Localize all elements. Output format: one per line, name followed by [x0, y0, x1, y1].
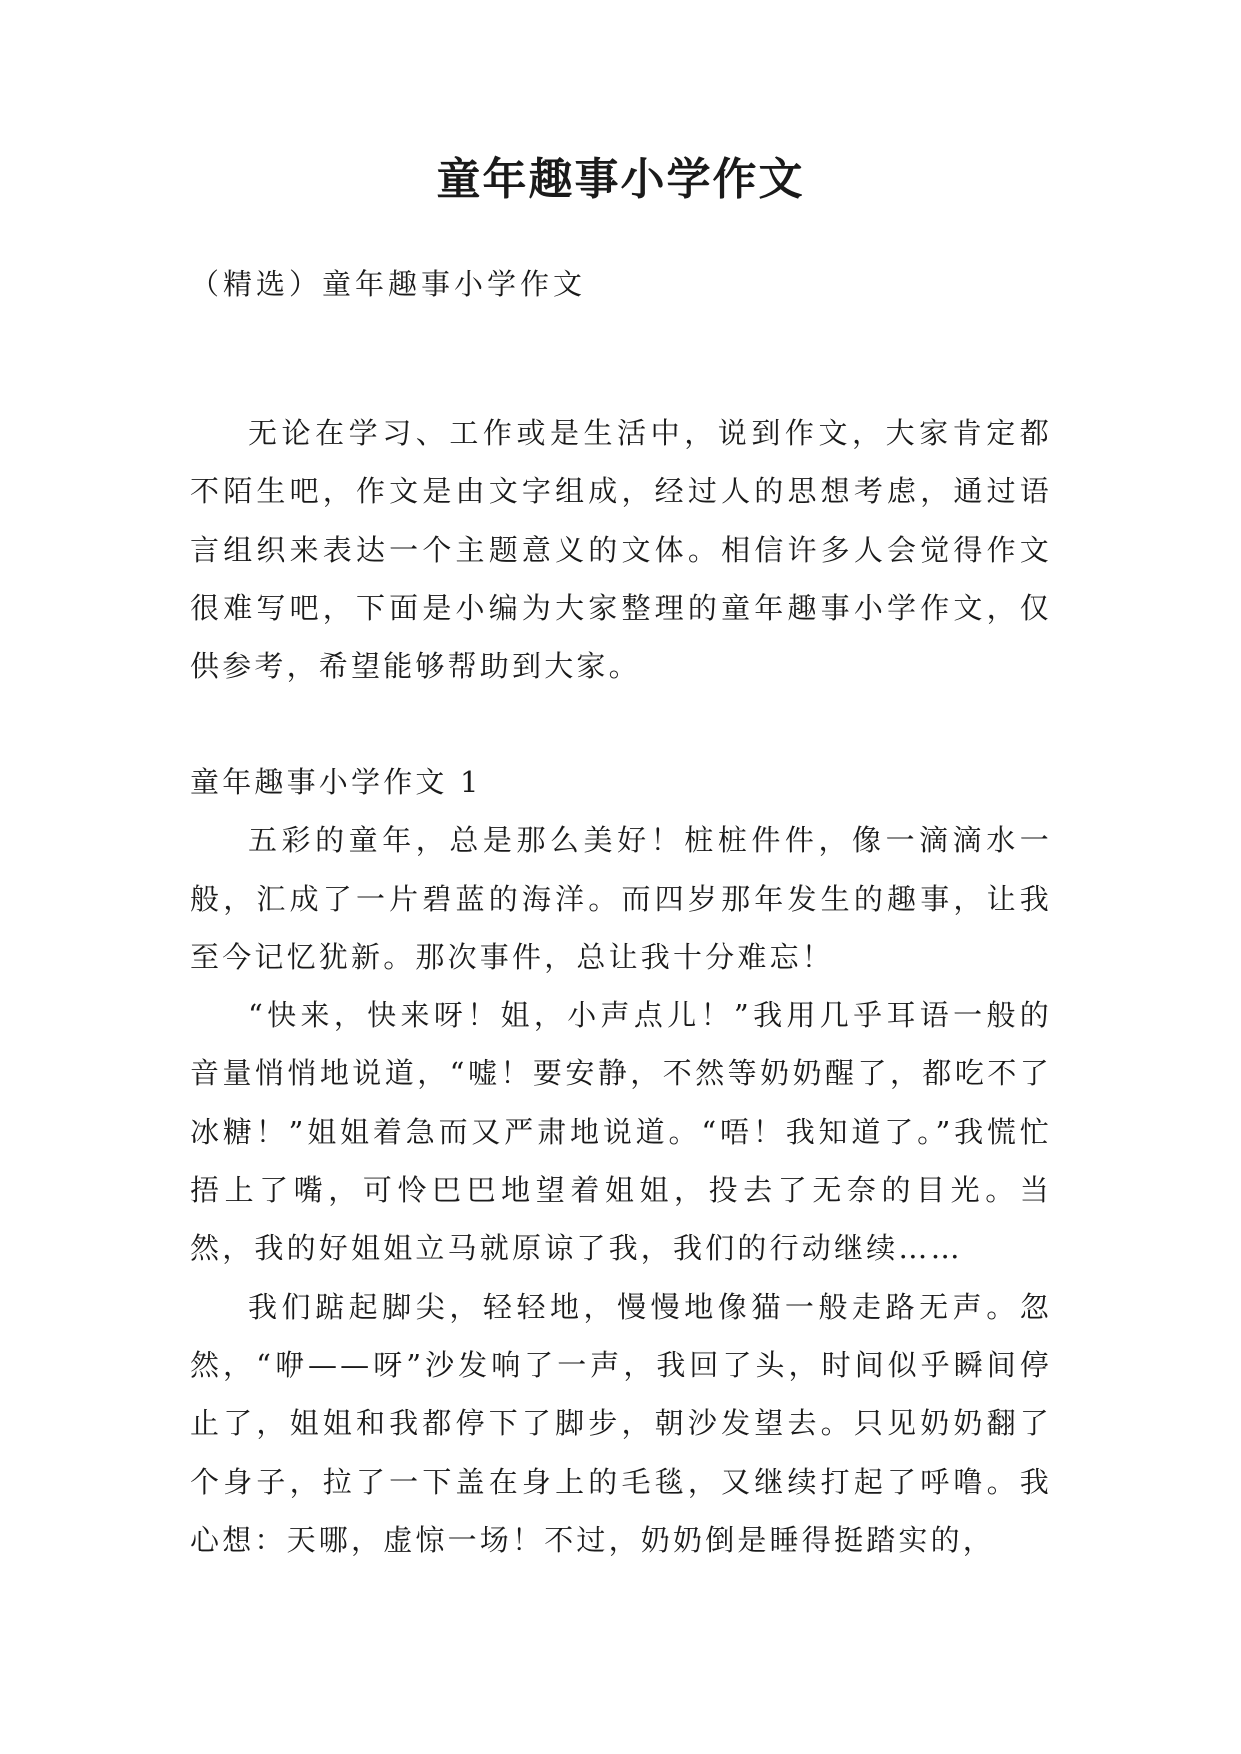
essay-section	[190, 753, 1052, 1569]
essay-paragraph-2: “快来，快来呀！姐，小声点儿！”我用几乎耳语一般的音量悄悄地说道，“嘘！要安静，不然等奶奶醒了，都吃不了冰糖！”姐姐着急而又严肃地说道。“唔！我知道了。”我慌忙捂上了嘴，可怜巴巴地望着姐姐，投去了无奈的目光。当然，我的好姐姐立马就原谅了我，我们的行动继续……	[190, 998, 1052, 1266]
essay-heading: 童年趣事小学作文 1	[190, 765, 482, 799]
document-subtitle: （精选）童年趣事小学作文	[190, 267, 587, 301]
essay-paragraph-1: 五彩的童年，总是那么美好！桩桩件件，像一滴滴水一般，汇成了一片碧蓝的海洋。而四岁那年发生的趣事，让我至今记忆犹新。那次事件，总让我十分难忘！	[190, 823, 1052, 974]
document-title: 童年趣事小学作文	[436, 154, 805, 205]
intro-paragraph: 无论在学习、工作或是生活中，说到作文，大家肯定都不陌生吧，作文是由文字组成，经过人的思想考虑，通过语言组织来表达一个主题意义的文体。相信许多人会觉得作文很难写吧，下面是小编为大家整理的童年趣事小学作文，仅供参考，希望能够帮助到大家。	[190, 416, 1052, 684]
essay-paragraph-3: 我们踮起脚尖，轻轻地，慢慢地像猫一般走路无声。忽然，“咿——呀”沙发响了一声，我回了头，时间似乎瞬间停止了，姐姐和我都停下了脚步，朝沙发望去。只见奶奶翻了个身子，拉了一下盖在身上的毛毯，又继续打起了呼噜。我心想：天哪，虚惊一场！不过，奶奶倒是睡得挺踏实的，	[190, 1289, 1052, 1557]
